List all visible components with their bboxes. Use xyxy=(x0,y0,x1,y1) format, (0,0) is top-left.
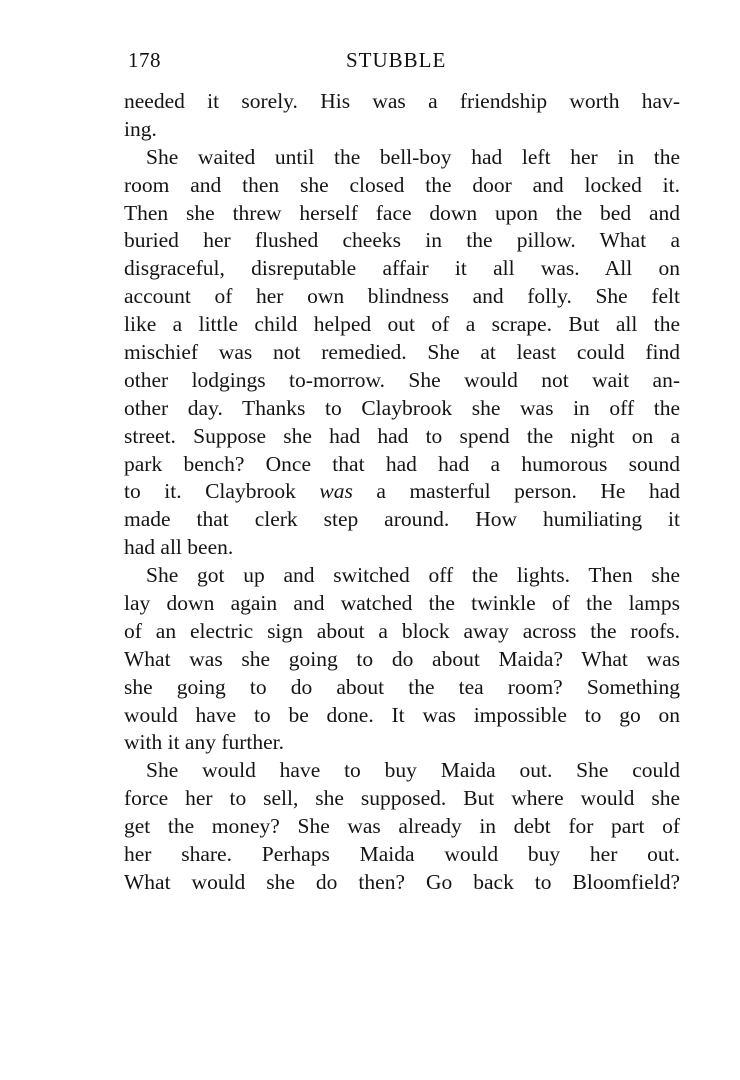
text-line: would have to be done. It was impossible to go on xyxy=(124,702,680,727)
text-line-with-italic xyxy=(124,478,680,506)
text-line: account of her own blindness and folly. She felt xyxy=(124,284,680,309)
text-line: park bench? Once that had had a humorous sound xyxy=(124,451,680,476)
page-header xyxy=(124,44,680,74)
running-head: STUBBLE xyxy=(346,48,447,72)
text-line: of an electric sign about a block away across the roofs. xyxy=(124,618,680,643)
text-line: her share. Perhaps Maida would buy her out. xyxy=(124,842,680,867)
text-fragment: to it. Claybrook xyxy=(124,479,296,504)
text-line: like a little child helped out of a scrape. But all the xyxy=(124,312,680,337)
text-line: mischief was not remedied. She at least could find xyxy=(124,340,680,365)
text-line: other lodgings to-morrow. She would not wait an- xyxy=(124,367,680,392)
text-line: Then she threw herself face down upon the bed and xyxy=(124,200,680,225)
text-line: force her to sell, she supposed. But where would she xyxy=(124,786,680,811)
paragraph-first-line: She waited until the bell-boy had left her in the xyxy=(146,144,680,169)
text-line: room and then she closed the door and locked it. xyxy=(124,172,680,197)
text-line: lay down again and watched the twinkle of the lamps xyxy=(124,591,680,616)
text-line: What would she do then? Go back to Bloomfield? xyxy=(124,869,680,894)
text-line: buried her flushed cheeks in the pillow. What a xyxy=(124,228,680,253)
text-line: made that clerk step around. How humiliating it xyxy=(124,507,680,532)
body-text xyxy=(124,88,680,897)
text-line: What was she going to do about Maida? What was xyxy=(124,646,680,671)
text-line: street. Suppose she had had to spend the night on a xyxy=(124,423,680,448)
paragraph-first-line: She would have to buy Maida out. She could xyxy=(146,758,680,783)
text-line: she going to do about the tea room? Something xyxy=(124,674,680,699)
text-line: needed it sorely. His was a friendship worth hav- xyxy=(124,89,680,113)
paragraph-first-line: She got up and switched off the lights. Then she xyxy=(146,563,680,588)
text-line: ing. xyxy=(124,116,157,141)
italic-word: was xyxy=(319,479,353,504)
text-line: get the money? She was already in debt for part of xyxy=(124,814,680,839)
page-number: 178 xyxy=(128,48,161,72)
text-line: other day. Thanks to Claybrook she was in off the xyxy=(124,395,680,420)
text-fragment: a masterful person. He had xyxy=(376,479,681,504)
text-line: with it any further. xyxy=(124,730,285,755)
text-line: had all been. xyxy=(124,535,234,560)
text-line: disgraceful, disreputable affair it all was. All on xyxy=(124,256,680,281)
